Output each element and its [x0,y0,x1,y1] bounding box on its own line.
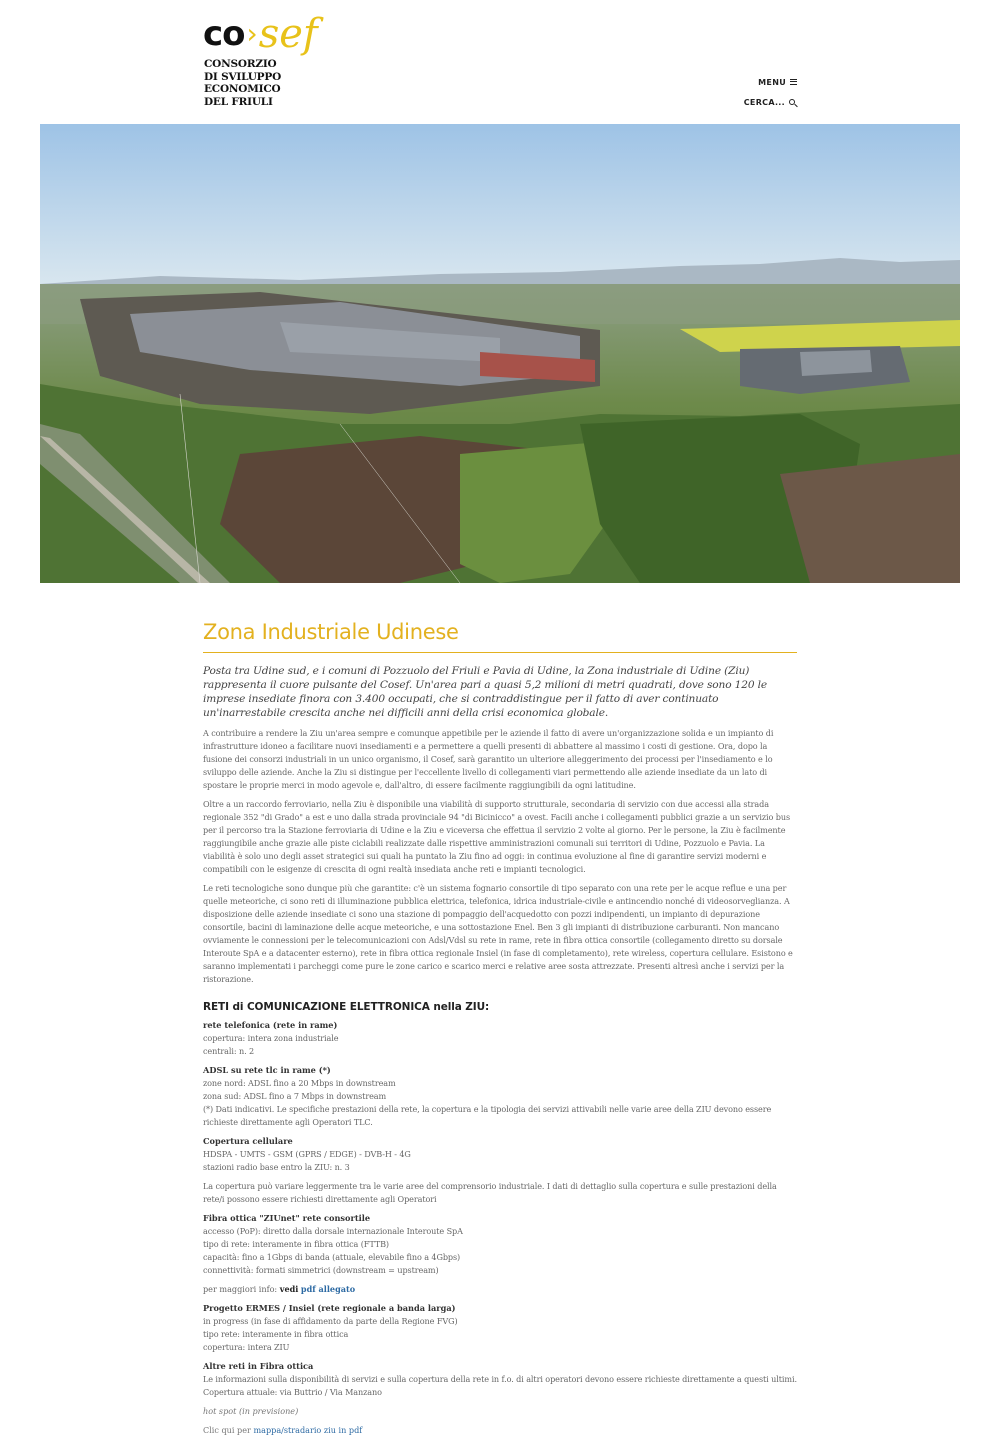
block-title: Copertura cellulare [203,1136,293,1146]
block-line: HDSPA - UMTS - GSM (GPRS / EDGE) - DVB-H - 4G [203,1149,411,1159]
logo-line: CONSORZIO [204,58,277,70]
block-line: Le informazioni sulla disponibilità di servizi e sulla copertura della rete in f.o. di altri operatori devono essere richieste direttamente a questi ultimi. Copertura attuale: via Buttrio / Via Manzano [203,1374,797,1397]
menu-label: MENU [758,77,786,87]
menu-button[interactable] [744,76,797,88]
hero-image [40,124,960,583]
search-button[interactable] [744,96,797,108]
site-header [0,0,1000,124]
block-line: tipo rete: interamente in fibra ottica [203,1329,349,1339]
network-block [203,1302,797,1354]
body-paragraph: Oltre a un raccordo ferroviario, nella Ziu è disponibile una viabilità di supporto strutturale, secondaria di servizio con due accessi alla strada regionale 352 "di Grado" a est e uno dalla strada provinciale 94 "di Bicinicco" a ovest. Facili anche i collegamenti pubblici grazie a un servizio bus per il percorso tra la Stazione ferroviaria di Udine e la Ziu e viceversa che effettua il servizio 2 volte al giorno. Per le persone, la Ziu è facilmente raggiungibile anche grazie alle piste ciclabili realizzate dalle rispettive amministrazioni comunali sui territori di Udine, Pozzuolo e Pavia. La viabilità è solo uno degli asset strategici sui quali ha puntato la Ziu fino ad oggi: in continua evoluzione al fine di garantire servizi moderni e compatibili con le esigenze di crescita di ogni realtà insediata anche reti e impianti tecnologici. [203,799,791,874]
aerial-photo-icon [40,124,960,583]
body-paragraph: Le reti tecnologiche sono dunque più che garantite: c'è un sistema fognario consortile di tipo separato con una rete per le acque reflue e una per quelle meteoriche, ci sono reti di illuminazione pubblica elettrica, telefonica, idrica industriale-civile e antincendio nonché di videosorveglianza. A disposizione delle aziende insediate ci sono una stazione di pompaggio dell'acquedotto con pozzi indipendenti, un impianto di depurazione consortile, bacini di laminazione delle acque meteoriche, e una sottostazione Enel. Ben 3 gli impianti di distribuzione carburanti. Non mancano ovviamente le connessioni per le telecomunicazioni con Adsl/Vdsl su rete in rame, rete in fibra ottica consortile (collegamento diretto su dorsale Interoute SpA e a datacenter esterno), rete in fibra ottica regionale Insiel (in fase di completamento), rete wireless, copertura cellulare. Esistono e saranno implementati i parcheggi come pure le zone carico e scarico merci e relative aree sosta attrezzate. Presenti altresì anche i servizi per la ristorazione. [203,883,793,984]
block-line: stazioni radio base entro la ZIU: n. 3 [203,1162,350,1172]
block-title: Altre reti in Fibra ottica [203,1361,314,1371]
block-line: centrali: n. 2 [203,1046,255,1056]
map-link-line [203,1424,797,1437]
cosef-logo[interactable] [203,6,363,110]
map-pdf-link[interactable]: mappa/stradario ziu in pdf [253,1425,363,1435]
body-paragraph: A contribuire a rendere la Ziu un'area sempre e comunque appetibile per le aziende il fatto di avere un'organizzazione solida e un impianto di infrastrutture idoneo a facilitare nuovi insediamenti e a permettere a quelli presenti di abbattere al massimo i costi di gestione. Ora, dopo la fusione dei consorzi industriali in un unico organismo, il Cosef, sarà garantito un ulteriore alleggerimento dei processi per l'insediamento e lo sviluppo delle aziende. Anche la Ziu si distingue per l'eccellente livello di collegamenti viari permettendo alle aziende insediate da un lato di spostare le proprie merci in modo agevole e, dall'altro, di essere facilmente raggiungibili da ogni latitudine. [203,728,774,790]
pdf-link[interactable]: pdf allegato [300,1284,356,1294]
block-line: zone nord: ADSL fino a 20 Mbps in downstream [203,1078,396,1088]
network-block [203,1064,797,1129]
logo-line: ECONOMICO [204,83,281,95]
more-info [203,1283,797,1296]
page-title: Zona Industriale Udinese [203,620,459,644]
block-title: Fibra ottica "ZIUnet" rete consortile [203,1213,371,1223]
network-block [203,1135,797,1174]
block-line: connettività: formati simmetrici (downstream = upstream) [203,1265,439,1275]
coverage-note: La copertura può variare leggermente tra le varie aree del comprensorio industriale. I dati di dettaglio sulla copertura e sulle prestazioni della rete/i possono essere richiesti direttamente agli Operatori [203,1181,777,1204]
logo-mark [203,6,318,57]
block-title: rete telefonica (rete in rame) [203,1020,338,1030]
block-line: copertura: intera ZIU [203,1342,290,1352]
block-line: copertura: intera zona industriale [203,1033,339,1043]
network-block [203,1212,797,1277]
block-line: accesso (PoP): diretto dalla dorsale internazionale Interoute SpA [203,1226,463,1236]
map-link-prefix: Clic qui per [203,1425,251,1435]
block-title: Progetto ERMES / Insiel (rete regionale a banda larga) [203,1303,456,1313]
hotspot-note: hot spot (in previsione) [203,1406,299,1416]
section-title: RETI di COMUNICAZIONE ELETTRONICA nella ZIU: [203,1001,490,1013]
search-icon [789,99,795,105]
logo-sef: sef [258,11,318,57]
block-line: tipo di rete: interamente in fibra ottica (FTTB) [203,1239,389,1249]
main-content [203,620,797,1437]
logo-chevron: › [246,17,258,50]
logo-line: DEL FRIULI [204,95,273,108]
block-line: zona sud: ADSL fino a 7 Mbps in downstream [203,1091,387,1101]
title-divider [203,652,797,653]
logo-text [204,58,281,108]
search-label: CERCA... [743,97,785,107]
block-title: ADSL su rete tlc in rame (*) [203,1065,331,1075]
header-nav [744,76,797,116]
network-block [203,1360,797,1399]
more-info-prefix: per maggiori info: [203,1284,278,1294]
block-line: (*) Dati indicativi. Le specifiche prestazioni della rete, la copertura e la tipologia dei servizi attivabili nelle varie aree della ZIU devono essere richieste direttamente agli Operatori TLC. [203,1104,772,1127]
lead-paragraph: Posta tra Udine sud, e i comuni di Pozzuolo del Friuli e Pavia di Udine, la Zona industriale di Udine (Ziu) rappresenta il cuore pulsante del Cosef. Un'area pari a quasi 5,2 milioni di metri quadrati, dove sono 120 le imprese insediate finora con 3.400 occupati, che si contraddistingue per il fatto di aver continuato un'inarrestabile crescita anche nei difficili anni della crisi economica globale. [203,665,767,719]
logo-line: DI SVILUPPO [204,70,282,83]
block-line: in progress (in fase di affidamento da parte della Regione FVG) [203,1316,458,1326]
logo-co: co [203,14,245,54]
hamburger-icon [790,79,797,85]
block-line: capacità: fino a 1Gbps di banda (attuale, elevabile fino a 4Gbps) [203,1252,461,1262]
more-info-bold: vedi [279,1284,299,1294]
network-block [203,1019,797,1058]
